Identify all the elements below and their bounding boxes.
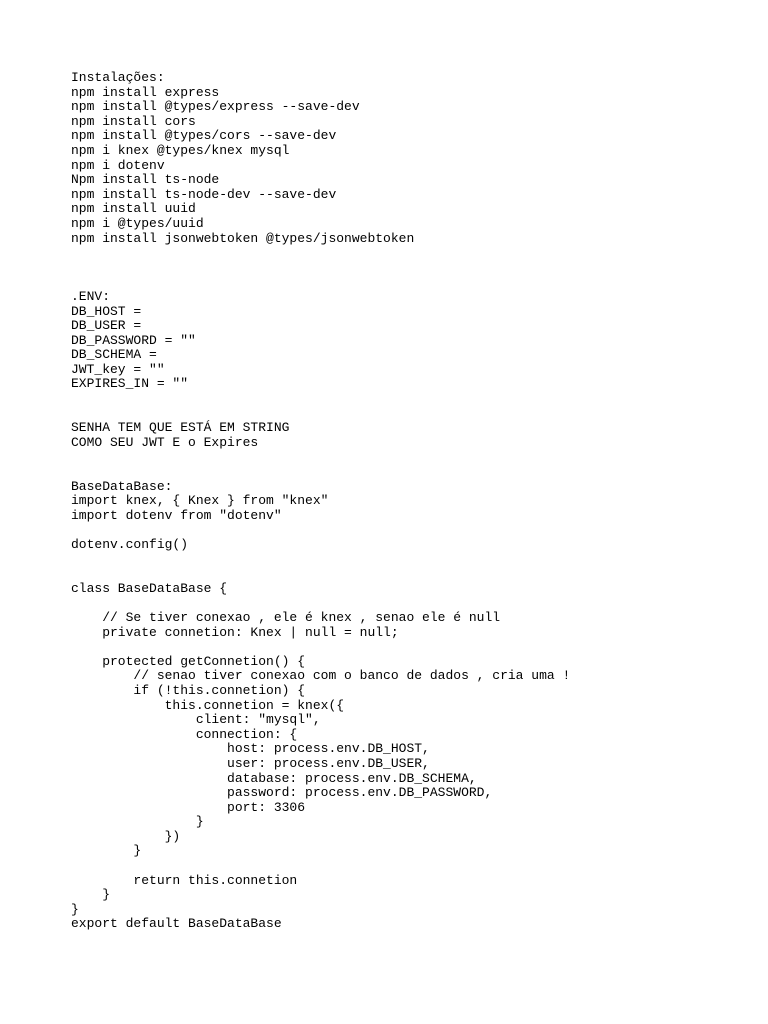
env-heading: .ENV: (71, 288, 111, 304)
code-line: // Se tiver conexao , ele é knex , senao ele é null (71, 609, 501, 625)
note-line: SENHA TEM QUE ESTÁ EM STRING (71, 420, 290, 436)
code-line: if (!this.connetion) { (71, 682, 306, 698)
install-line: npm i dotenv (71, 157, 165, 173)
install-line: npm install uuid (71, 201, 196, 217)
class-code-block (71, 582, 751, 932)
code-line: private connetion: Knex | null = null; (71, 624, 399, 640)
basedatabase-heading: BaseDataBase: (71, 478, 173, 494)
install-line: npm i knex @types/knex mysql (71, 142, 290, 158)
env-section (71, 290, 751, 392)
document-page (71, 71, 751, 932)
code-line: // senao tiver conexao com o banco de dados , cria uma ! (71, 668, 571, 684)
code-line: } (71, 887, 111, 903)
install-line: npm install @types/express --save-dev (71, 99, 360, 115)
code-line: } (71, 901, 79, 917)
install-line: Npm install ts-node (71, 172, 220, 188)
install-line: npm install ts-node-dev --save-dev (71, 186, 337, 202)
code-line: database: process.env.DB_SCHEMA, (71, 770, 477, 786)
code-line: host: process.env.DB_HOST, (71, 741, 430, 757)
install-line: npm install cors (71, 113, 196, 129)
installs-heading: Instalações: (71, 70, 165, 85)
install-line: npm i @types/uuid (71, 215, 204, 231)
code-line: class BaseDataBase { (71, 580, 228, 596)
code-line: protected getConnetion() { (71, 653, 306, 669)
env-line: DB_HOST = (71, 303, 142, 319)
code-line: user: process.env.DB_USER, (71, 755, 430, 771)
code-line: } (71, 814, 204, 830)
code-line (71, 640, 751, 655)
note-line: COMO SEU JWT E o Expires (71, 434, 259, 450)
install-line: npm install jsonwebtoken @types/jsonwebtoken (71, 230, 415, 246)
note-section (71, 421, 751, 450)
code-line: password: process.env.DB_PASSWORD, (71, 785, 493, 801)
code-line: this.connetion = knex({ (71, 697, 345, 713)
env-line: JWT_key = "" (71, 361, 165, 377)
import-line: import knex, { Knex } from "knex" (71, 493, 329, 509)
install-line: npm install @types/cors --save-dev (71, 128, 337, 144)
env-line: DB_USER = (71, 318, 142, 334)
env-line: EXPIRES_IN = "" (71, 376, 189, 392)
code-line: } (71, 843, 142, 859)
code-line: client: "mysql", (71, 712, 321, 728)
installs-section (71, 71, 751, 246)
env-line: DB_SCHEMA = (71, 347, 157, 363)
code-line (71, 596, 751, 611)
code-line: return this.connetion (71, 872, 298, 888)
dotenv-config-line: dotenv.config() (71, 537, 189, 553)
code-line: port: 3306 (71, 799, 306, 815)
import-line: import dotenv from "dotenv" (71, 507, 282, 523)
basedatabase-section (71, 480, 751, 932)
code-line: connection: { (71, 726, 298, 742)
code-line: export default BaseDataBase (71, 916, 282, 932)
env-line: DB_PASSWORD = "" (71, 332, 196, 348)
code-line (71, 859, 751, 874)
code-line: }) (71, 828, 181, 844)
install-line: npm install express (71, 84, 220, 100)
